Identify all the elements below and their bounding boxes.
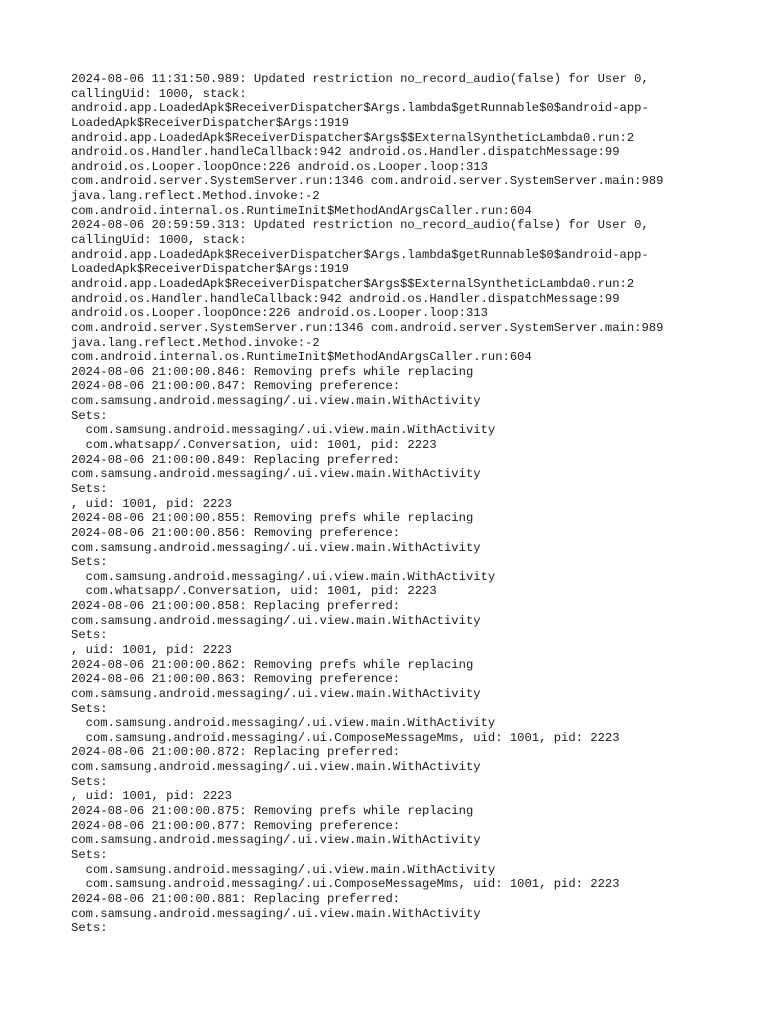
log-line: android.os.Handler.handleCallback:942 android.os.Handler.dispatchMessage:99 — [71, 291, 620, 306]
log-line: com.samsung.android.messaging/.ui.view.main.WithActivity — [71, 716, 496, 731]
log-line: com.android.server.SystemServer.run:1346 com.android.server.SystemServer.main:989 — [71, 320, 664, 335]
log-line: 2024-08-06 21:00:00.849: Replacing preferred: — [71, 452, 401, 467]
log-line: android.os.Handler.handleCallback:942 android.os.Handler.dispatchMessage:99 — [71, 145, 620, 160]
log-line: Sets: — [71, 774, 108, 789]
log-line: 2024-08-06 11:31:50.989: Updated restriction no_record_audio(false) for User 0, — [71, 72, 649, 86]
log-line: android.os.Looper.loopOnce:226 android.os.Looper.loop:313 — [71, 306, 488, 321]
log-line: com.android.internal.os.RuntimeInit$MethodAndArgsCaller.run:604 — [71, 203, 532, 218]
log-line: LoadedApk$ReceiverDispatcher$Args:1919 — [71, 115, 349, 130]
log-line: Sets: — [71, 628, 108, 643]
log-line: com.samsung.android.messaging/.ui.view.main.WithActivity — [71, 467, 481, 482]
log-text-block — [71, 72, 761, 936]
log-line: com.samsung.android.messaging/.ui.view.main.WithActivity — [71, 569, 496, 584]
log-line: com.samsung.android.messaging/.ui.view.main.WithActivity — [71, 394, 481, 409]
log-line: 2024-08-06 21:00:00.862: Removing prefs while replacing — [71, 657, 474, 672]
log-line: com.samsung.android.messaging/.ui.view.main.WithActivity — [71, 423, 496, 438]
log-line: android.app.LoadedApk$ReceiverDispatcher$Args.lambda$getRunnable$0$android-app- — [71, 101, 649, 116]
log-line: com.samsung.android.messaging/.ui.ComposeMessageMms, uid: 1001, pid: 2223 — [71, 877, 620, 892]
log-line: com.samsung.android.messaging/.ui.view.main.WithActivity — [71, 760, 481, 775]
log-line: com.samsung.android.messaging/.ui.view.main.WithActivity — [71, 906, 481, 921]
log-line: 2024-08-06 21:00:00.881: Replacing preferred: — [71, 891, 401, 906]
log-line: 2024-08-06 21:00:00.863: Removing preference: — [71, 672, 401, 687]
log-line: com.android.internal.os.RuntimeInit$MethodAndArgsCaller.run:604 — [71, 350, 532, 365]
log-line: 2024-08-06 21:00:00.875: Removing prefs while replacing — [71, 804, 474, 819]
log-line: , uid: 1001, pid: 2223 — [71, 642, 232, 657]
log-line: 2024-08-06 21:00:00.855: Removing prefs while replacing — [71, 511, 474, 526]
log-line: com.samsung.android.messaging/.ui.view.main.WithActivity — [71, 686, 481, 701]
log-line: android.os.Looper.loopOnce:226 android.os.Looper.loop:313 — [71, 159, 488, 174]
log-line: , uid: 1001, pid: 2223 — [71, 496, 232, 511]
log-line: 2024-08-06 20:59:59.313: Updated restriction no_record_audio(false) for User 0, — [71, 218, 649, 233]
log-line: 2024-08-06 21:00:00.856: Removing preference: — [71, 525, 401, 540]
log-line: java.lang.reflect.Method.invoke:-2 — [71, 335, 320, 350]
log-line: 2024-08-06 21:00:00.858: Replacing preferred: — [71, 599, 401, 614]
log-line: com.whatsapp/.Conversation, uid: 1001, pid: 2223 — [71, 438, 437, 453]
log-line: 2024-08-06 21:00:00.877: Removing preference: — [71, 818, 401, 833]
log-line: LoadedApk$ReceiverDispatcher$Args:1919 — [71, 262, 349, 277]
log-line: com.samsung.android.messaging/.ui.view.main.WithActivity — [71, 833, 481, 848]
log-line: Sets: — [71, 847, 108, 862]
log-line: android.app.LoadedApk$ReceiverDispatcher$Args$$ExternalSyntheticLambda0.run:2 — [71, 130, 635, 145]
log-line: , uid: 1001, pid: 2223 — [71, 789, 232, 804]
log-line: android.app.LoadedApk$ReceiverDispatcher$Args.lambda$getRunnable$0$android-app- — [71, 247, 649, 262]
log-line: Sets: — [71, 481, 108, 496]
log-line: 2024-08-06 21:00:00.872: Replacing preferred: — [71, 745, 401, 760]
log-line: 2024-08-06 21:00:00.847: Removing preference: — [71, 379, 401, 394]
log-line: com.whatsapp/.Conversation, uid: 1001, pid: 2223 — [71, 584, 437, 599]
log-line: com.samsung.android.messaging/.ui.ComposeMessageMms, uid: 1001, pid: 2223 — [71, 730, 620, 745]
log-line: java.lang.reflect.Method.invoke:-2 — [71, 189, 320, 204]
log-line: callingUid: 1000, stack: — [71, 233, 247, 248]
log-line: Sets: — [71, 921, 108, 936]
log-line: com.samsung.android.messaging/.ui.view.main.WithActivity — [71, 862, 496, 877]
log-line: Sets: — [71, 701, 108, 716]
log-line: android.app.LoadedApk$ReceiverDispatcher$Args$$ExternalSyntheticLambda0.run:2 — [71, 276, 635, 291]
log-line: Sets: — [71, 555, 108, 570]
log-line: callingUid: 1000, stack: — [71, 86, 247, 101]
log-line: Sets: — [71, 408, 108, 423]
log-line: 2024-08-06 21:00:00.846: Removing prefs while replacing — [71, 364, 474, 379]
log-line: com.android.server.SystemServer.run:1346 com.android.server.SystemServer.main:989 — [71, 174, 664, 189]
log-line: com.samsung.android.messaging/.ui.view.main.WithActivity — [71, 540, 481, 555]
log-line: com.samsung.android.messaging/.ui.view.main.WithActivity — [71, 613, 481, 628]
